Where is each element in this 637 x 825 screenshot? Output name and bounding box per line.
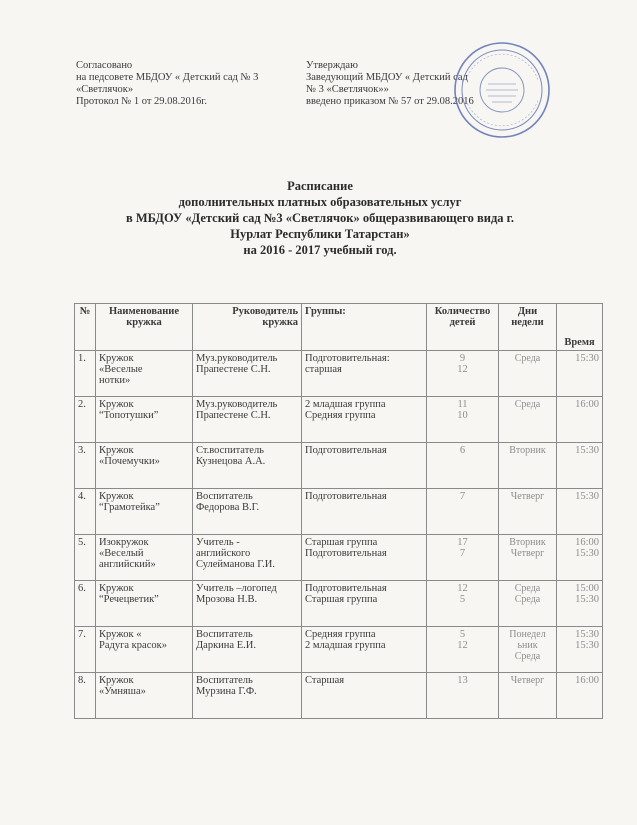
cell-leader — [193, 673, 302, 719]
cell-children-count — [427, 581, 499, 627]
title-line-2: дополнительных платных образовательных услуг — [178, 195, 462, 209]
cell-leader-line: Воспитатель — [196, 675, 253, 686]
cell-time — [557, 443, 603, 489]
cell-club-name — [96, 443, 193, 489]
cell-time — [557, 535, 603, 581]
cell-club-name-line: «Почемучки» — [99, 456, 160, 467]
cell-leader — [193, 397, 302, 443]
table-row — [75, 443, 603, 489]
cell-groups-line: Старшая — [305, 675, 345, 686]
cell-days-line: Понедел — [509, 629, 546, 640]
cell-time — [557, 351, 603, 397]
cell-groups-line: Средняя группа — [305, 629, 376, 640]
cell-leader — [193, 489, 302, 535]
table-row — [75, 673, 603, 719]
cell-groups-line: Подготовительная — [305, 445, 387, 456]
cell-time — [557, 673, 603, 719]
cell-time-line: 15:30 — [575, 640, 599, 651]
cell-children-count — [427, 443, 499, 489]
cell-time — [557, 397, 603, 443]
cell-children-count-line: 12 — [457, 583, 468, 594]
cell-club-name-line: Кружок — [99, 353, 134, 364]
cell-club-name-line: нотки» — [99, 375, 131, 386]
cell-days-line: Среда — [514, 353, 541, 364]
cell-groups-line: Подготовительная — [305, 548, 387, 559]
cell-days-line: Четверг — [510, 675, 545, 686]
header-days: Дни недели — [499, 304, 557, 351]
cell-groups — [302, 627, 427, 673]
cell-leader — [193, 581, 302, 627]
cell-time-line: 16:00 — [575, 537, 599, 548]
round-seal-stamp — [452, 40, 552, 140]
cell-club-name-line: Кружок — [99, 583, 134, 594]
header-count: Количество детей — [427, 304, 499, 351]
table-row — [75, 581, 603, 627]
cell-groups — [302, 535, 427, 581]
cell-leader-line: Мурзина Г.Ф. — [196, 686, 257, 697]
cell-groups-line: Старшая группа — [305, 594, 378, 605]
cell-children-count-line: 12 — [457, 640, 468, 651]
agreed-org: «Светлячок» — [76, 84, 134, 95]
cell-club-name-line: Радуга красок» — [99, 640, 167, 651]
cell-groups — [302, 397, 427, 443]
cell-num-line: 6. — [78, 583, 86, 594]
header-leader: Руководитель кружка — [193, 304, 302, 351]
cell-children-count-line: 12 — [457, 364, 468, 375]
approved-head-title: Заведующий МБДОУ « Детский сад — [306, 72, 468, 83]
cell-num-line: 7. — [78, 629, 86, 640]
cell-leader-line: Мрозова Н.В. — [196, 594, 258, 605]
table-row — [75, 397, 603, 443]
cell-club-name-line: Кружок — [99, 491, 134, 502]
cell-club-name-line: английский» — [99, 559, 156, 570]
cell-leader — [193, 535, 302, 581]
cell-children-count — [427, 397, 499, 443]
cell-num — [75, 673, 96, 719]
cell-leader — [193, 351, 302, 397]
header-groups: Группы: — [302, 304, 427, 351]
cell-groups — [302, 673, 427, 719]
cell-children-count-line: 13 — [457, 675, 468, 686]
cell-days-line: Вторник — [509, 537, 546, 548]
cell-num-line: 4. — [78, 491, 86, 502]
cell-groups-line: Подготовительная — [305, 491, 387, 502]
document-title — [80, 178, 560, 258]
cell-num — [75, 443, 96, 489]
cell-num-line: 5. — [78, 537, 86, 548]
cell-days — [499, 351, 557, 397]
cell-children-count — [427, 627, 499, 673]
cell-club-name — [96, 581, 193, 627]
cell-club-name-line: «Веселые — [99, 364, 143, 375]
cell-club-name-line: “Топотушки” — [99, 410, 159, 421]
cell-children-count — [427, 351, 499, 397]
cell-groups — [302, 489, 427, 535]
cell-days-line: Четверг — [510, 491, 545, 502]
cell-leader-line: Ст.воспитатель — [196, 445, 264, 456]
cell-groups — [302, 351, 427, 397]
cell-leader-line: Учитель –логопед — [196, 583, 277, 594]
schedule-table — [74, 303, 603, 719]
cell-time — [557, 627, 603, 673]
cell-leader-line: Муз.руководитель — [196, 399, 278, 410]
cell-children-count-line: 5 — [459, 629, 466, 640]
cell-leader-line: Даркина Е.И. — [196, 640, 256, 651]
cell-groups-line: 2 младшая группа — [305, 640, 386, 651]
header-name: Наименование кружка — [96, 304, 193, 351]
title-line-4: Нурлат Республики Татарстан» — [230, 227, 410, 241]
title-line-1: Расписание — [287, 179, 353, 193]
cell-leader-line: Прапестене С.Н. — [196, 410, 271, 421]
cell-club-name — [96, 397, 193, 443]
cell-days — [499, 489, 557, 535]
cell-days-line: Четверг — [510, 548, 545, 559]
cell-club-name — [96, 535, 193, 581]
cell-days-line: Среда — [514, 594, 541, 605]
cell-groups — [302, 581, 427, 627]
cell-leader-line: Муз.руководитель — [196, 353, 278, 364]
cell-num-line: 1. — [78, 353, 86, 364]
cell-time-line: 15:30 — [575, 629, 599, 640]
cell-leader-line: Прапестене С.Н. — [196, 364, 271, 375]
cell-club-name-line: Кружок « — [99, 629, 142, 640]
cell-leader-line: английского — [196, 548, 251, 559]
agreed-heading: Согласовано — [76, 60, 133, 71]
approved-heading: Утверждаю — [306, 60, 358, 71]
cell-club-name-line: Изокружок — [99, 537, 149, 548]
cell-club-name-line: «Умняша» — [99, 686, 146, 697]
cell-days — [499, 673, 557, 719]
table-header-row — [75, 304, 603, 351]
cell-num-line: 2. — [78, 399, 86, 410]
cell-leader — [193, 627, 302, 673]
table-row — [75, 489, 603, 535]
table-row — [75, 627, 603, 673]
cell-time-line: 15:30 — [575, 594, 599, 605]
cell-club-name-line: “Грамотейка” — [99, 502, 160, 513]
cell-time-line: 15:30 — [575, 548, 599, 559]
cell-children-count — [427, 535, 499, 581]
cell-days-line: Среда — [514, 651, 541, 662]
header-time: Время — [557, 304, 603, 351]
cell-days — [499, 627, 557, 673]
table-row — [75, 535, 603, 581]
cell-groups-line: Старшая группа — [305, 537, 378, 548]
table-row — [75, 351, 603, 397]
cell-days — [499, 443, 557, 489]
cell-children-count-line: 9 — [459, 353, 466, 364]
cell-club-name — [96, 351, 193, 397]
cell-leader-line: Воспитатель — [196, 629, 253, 640]
cell-groups-line: Средняя группа — [305, 410, 376, 421]
cell-club-name-line: Кружок — [99, 399, 134, 410]
cell-time — [557, 489, 603, 535]
approved-order: введено приказом № 57 от 29.08.2016 — [306, 96, 474, 107]
cell-num — [75, 535, 96, 581]
title-line-3: в МБДОУ «Детский сад №3 «Светлячок» общеразвивающего вида г. — [125, 211, 515, 225]
cell-groups — [302, 443, 427, 489]
agreed-block — [76, 60, 286, 108]
cell-time-line: 16:00 — [575, 675, 599, 686]
cell-club-name-line: Кружок — [99, 445, 134, 456]
cell-leader-line: Сулейманова Г.И. — [196, 559, 275, 570]
cell-days-line: Среда — [514, 583, 541, 594]
cell-club-name-line: «Веселый — [99, 548, 144, 559]
cell-num-line: 3. — [78, 445, 86, 456]
cell-groups-line: Подготовительная: — [305, 353, 390, 364]
cell-days — [499, 535, 557, 581]
cell-days — [499, 581, 557, 627]
cell-children-count-line: 11 — [457, 399, 468, 410]
cell-children-count — [427, 489, 499, 535]
cell-groups-line: Подготовительная — [305, 583, 387, 594]
cell-time-line: 15:30 — [575, 445, 599, 456]
cell-time-line: 15:00 — [575, 583, 599, 594]
cell-club-name-line: “Речецветик” — [99, 594, 159, 605]
cell-num — [75, 351, 96, 397]
cell-num — [75, 581, 96, 627]
cell-groups-line: старшая — [305, 364, 342, 375]
cell-num — [75, 397, 96, 443]
cell-children-count-line: 10 — [457, 410, 468, 421]
cell-num — [75, 489, 96, 535]
cell-children-count-line: 6 — [459, 445, 466, 456]
approved-org: № 3 «Светлячок»» — [306, 84, 389, 95]
cell-time — [557, 581, 603, 627]
agreed-protocol: Протокол № 1 от 29.08.2016г. — [76, 96, 208, 107]
agreed-council: на педсовете МБДОУ « Детский сад № 3 — [76, 72, 259, 83]
header-num: № — [75, 304, 96, 351]
cell-children-count-line: 17 — [457, 537, 468, 548]
cell-club-name — [96, 673, 193, 719]
cell-time-line: 16:00 — [575, 399, 599, 410]
cell-days — [499, 397, 557, 443]
cell-club-name — [96, 489, 193, 535]
cell-leader — [193, 443, 302, 489]
cell-children-count-line: 5 — [459, 594, 466, 605]
cell-num-line: 8. — [78, 675, 86, 686]
cell-leader-line: Кузнецова А.А. — [196, 456, 266, 467]
cell-days-line: Среда — [514, 399, 541, 410]
cell-days-line: Вторник — [509, 445, 546, 456]
cell-groups-line: 2 младшая группа — [305, 399, 386, 410]
cell-club-name — [96, 627, 193, 673]
cell-days-line: ьник — [517, 640, 538, 651]
cell-leader-line: Учитель - — [196, 537, 240, 548]
cell-leader-line: Воспитатель — [196, 491, 253, 502]
cell-children-count-line: 7 — [459, 548, 466, 559]
cell-time-line: 15:30 — [575, 353, 599, 364]
cell-children-count — [427, 673, 499, 719]
cell-num — [75, 627, 96, 673]
title-line-5: на 2016 - 2017 учебный год. — [243, 243, 397, 257]
cell-time-line: 15:30 — [575, 491, 599, 502]
cell-club-name-line: Кружок — [99, 675, 134, 686]
cell-leader-line: Федорова В.Г. — [196, 502, 260, 513]
cell-children-count-line: 7 — [459, 491, 466, 502]
